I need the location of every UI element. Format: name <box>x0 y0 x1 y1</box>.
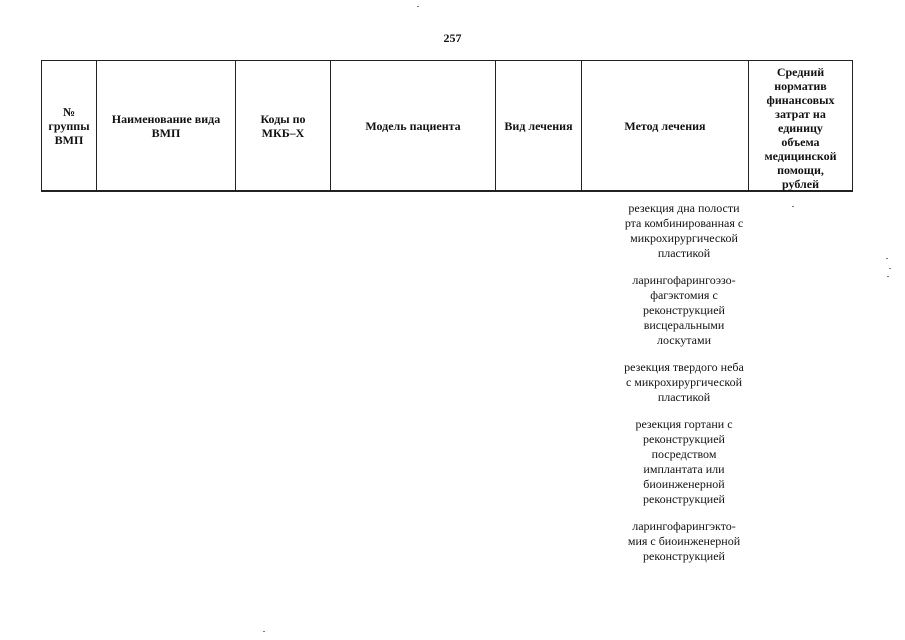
header-line: объема <box>781 135 820 149</box>
header-vmp-name <box>97 61 236 190</box>
method-line: рта комбинированная с <box>624 216 744 230</box>
scan-speck <box>887 276 889 277</box>
header-line: единицу <box>778 121 823 135</box>
method-line: пластикой <box>657 390 711 404</box>
header-line: затрат на <box>775 107 826 121</box>
method-item <box>612 519 756 564</box>
treatment-method-list <box>612 201 756 576</box>
header-line: помощи, <box>777 163 824 177</box>
method-item <box>612 273 756 348</box>
scan-speck <box>792 206 794 207</box>
method-line: ларингофарингоэзо- <box>632 273 736 287</box>
method-line: резекция гортани с <box>635 417 733 431</box>
header-line: медицинской <box>764 149 837 163</box>
method-line: микрохирургической <box>630 231 738 245</box>
header-line: рублей <box>781 177 819 191</box>
scan-speck <box>889 268 891 269</box>
header-line: Коды по <box>260 111 306 126</box>
method-item <box>612 417 756 507</box>
method-line: мия с биоинженерной <box>627 534 741 548</box>
method-item <box>612 201 756 261</box>
method-line: фагэктомия с <box>650 288 718 302</box>
header-line: Метод лечения <box>624 118 706 133</box>
header-line: Средний <box>776 65 825 79</box>
header-line: ВМП <box>151 125 181 140</box>
method-line: биоинженерной <box>643 477 725 491</box>
header-line: ВМП <box>54 132 84 147</box>
header-line: Наименование вида <box>111 111 221 126</box>
method-line: реконструкцией <box>643 549 725 563</box>
method-line: с микрохирургической <box>625 375 743 389</box>
header-icd-codes <box>236 61 331 190</box>
method-line: ларингофарингэкто- <box>632 519 736 533</box>
table-header <box>41 60 853 192</box>
header-average-cost <box>749 61 852 190</box>
header-line: финансовых <box>766 93 835 107</box>
header-line: группы <box>48 118 90 133</box>
scan-speck <box>263 631 265 632</box>
header-line: Вид лечения <box>504 118 573 133</box>
header-group-number <box>42 61 97 190</box>
method-line: имплантата или <box>643 462 725 476</box>
method-line: реконструкцией <box>643 432 725 446</box>
page-number: 257 <box>443 31 462 45</box>
header-line: МКБ–Х <box>261 125 305 140</box>
header-treatment-type <box>496 61 582 190</box>
header-line: Модель пациента <box>365 118 461 133</box>
method-line: реконструкцией <box>643 492 725 506</box>
method-line: реконструкцией <box>643 303 725 317</box>
method-line: резекция твердого неба <box>624 360 744 374</box>
method-line: резекция дна полости <box>628 201 740 215</box>
header-patient-model <box>331 61 496 190</box>
scan-speck <box>417 6 419 7</box>
header-treatment-method <box>582 61 749 190</box>
method-line: посредством <box>651 447 717 461</box>
header-line: норматив <box>774 79 827 93</box>
scan-speck <box>886 258 888 259</box>
method-line: лоскутами <box>656 333 711 347</box>
method-item <box>612 360 756 405</box>
method-line: висцеральными <box>643 318 725 332</box>
header-line: № <box>62 104 76 119</box>
method-line: пластикой <box>657 246 711 260</box>
